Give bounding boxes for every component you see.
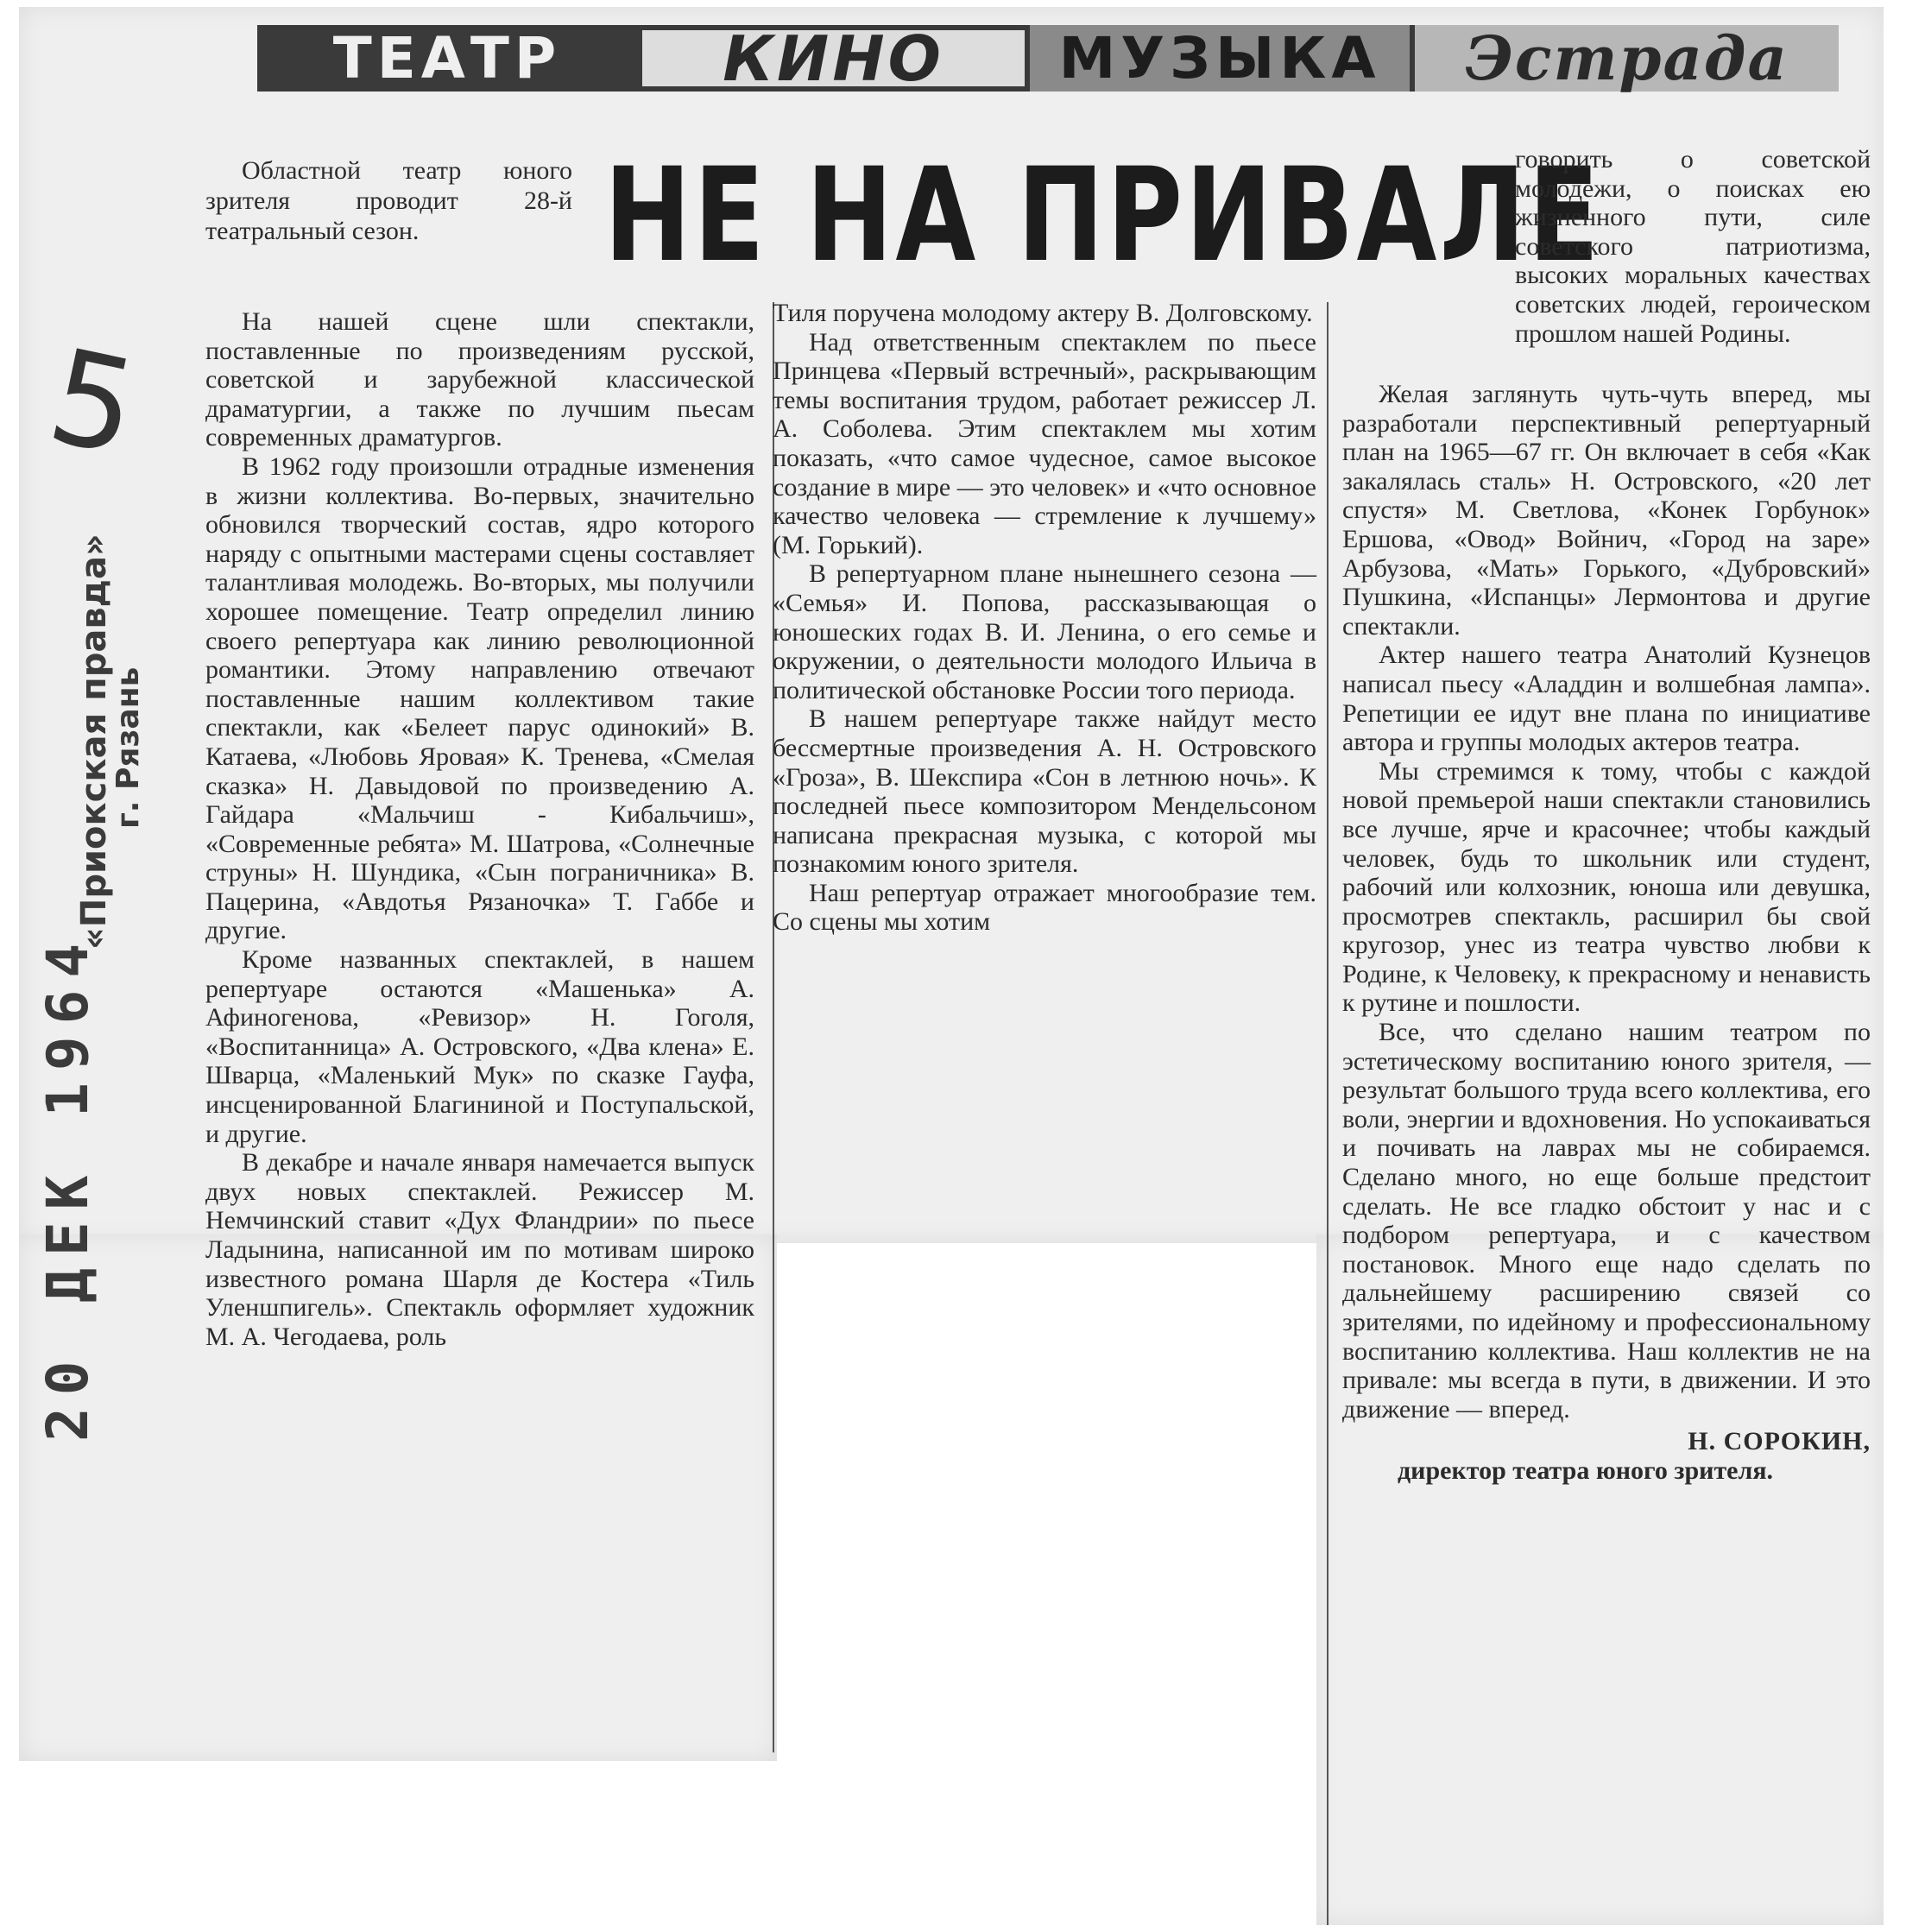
- col2-paragraph: В нашем репертуаре также найдут место бессмертные произведения А. Н. Островского «Гроза», В. Шекспира «Сон в летнюю ночь». К последней пьесе композитором Мендельсоном написана прекрасная музыка, с которой мы познакомим юного зрителя.: [773, 704, 1316, 879]
- source-stamp: «Приокская правда»: [74, 534, 114, 950]
- intro-text: Областной театр юного зрителя проводит 28-й театральный сезон.: [205, 156, 572, 245]
- column-rule-2: [1327, 302, 1329, 1925]
- column-3-top: [1342, 145, 1871, 348]
- section-cinema: КИНО: [637, 25, 1030, 92]
- headline: НЕ НА ПРИВАЛЕ: [604, 141, 1602, 291]
- column-2: [773, 299, 1316, 937]
- col3-paragraph: Все, что сделано нашим театром по эстетическому воспитанию юного зрителя, — результат большого труда всего коллектива, его воли, энергии и вдохновения. Но успокаиваться и почивать на лаврах мы не собираемся. Сделано много, но еще больше предстоит сделать. Не все гладко обстоит у нас и с подбором репертуара, и с качеством постановок. Много еще надо сделать по дальнейшему расширению связей со зрителями, по идейному и профессиональному воспитанию коллектива. Наш коллектив не на привале: мы всегда в пути, в движении. И это движение — вперед.: [1342, 1018, 1871, 1424]
- col2-paragraph: Тиля поручена молодому актеру В. Долговскому.: [773, 299, 1313, 327]
- section-estrada: Эстрада: [1410, 25, 1839, 92]
- intro-paragraph: [205, 155, 572, 246]
- section-theatre: ТЕАТР: [332, 25, 562, 92]
- author-title: директор театра юного зрителя.: [1398, 1455, 1774, 1485]
- column-1: [205, 307, 754, 1351]
- col3-paragraph: Желая заглянуть чуть-чуть вперед, мы разработали перспективный репертуарный план на 1965—67 гг. Он включает в себя «Как закалялась сталь» Н. Островского, «20 лет спустя» М. Светлова, «Конек Горбунок» Ершова, «Овод» Войнич, «Город на заре» Арбузова, «Мать» Горького, «Дубровский» Пушкина, «Испанцы» Лермонтова и другие спектакли.: [1342, 380, 1871, 641]
- col1-paragraph: На нашей сцене шли спектакли, поставленные по произведениям русской, советской и зарубежной классической драматургии, а также по лучшим пьесам современных драматургов.: [205, 307, 754, 452]
- col3-paragraph: Мы стремимся к тому, чтобы с каждой новой премьерой наши спектакли становились все лучше, ярче и красочнее; чтобы каждый человек, будь то школьник или студент, рабочий или колхозник, юноша или девушка, просмотрев спектакль, расширил бы свой кругозор, унес из театра чувство любви к Родине, к Человеку, к прекрасному и ненависть к рутине и пошлости.: [1342, 756, 1871, 1018]
- date-stamp: 20 ДЕК 1964: [35, 931, 101, 1442]
- col1-paragraph: В 1962 году произошли отрадные изменения в жизни коллектива. Во-первых, значительно обновился творческий состав, ядро которого наряду с опытными мастерами сцены составляет талантливая молодежь. Во-вторых, мы получили хорошее помещение. Театр определил линию своего репертуара как линию революционной романтики. Этому направлению отвечают поставленные нашим коллективом такие спектакли, как «Белеет парус одинокий» В. Катаева, «Любовь Яровая» К. Тренева, «Смелая сказка» Н. Давыдовой по произведению А. Гайдара «Мальчиш - Кибальчиш», «Современные ребята» М. Шатрова, «Солнечные струны» Н. Шундика, «Сын пограничника» В. Пацерина, «Авдотья Рязаночка» Т. Габбе и другие.: [205, 451, 754, 945]
- section-music: МУЗЫКА: [1030, 25, 1410, 92]
- author-name: Н. СОРОКИН,: [1688, 1427, 1871, 1456]
- col3-paragraph: Актер нашего театра Анатолий Кузнецов написал пьесу «Аладдин и волшебная лампа». Репетиции ее идут вне плана по инициативе автора и группы молодых актеров театра.: [1342, 641, 1871, 757]
- col2-paragraph: В репертуарном плане нынешнего сезона — «Семья» И. Попова, рассказывающая о юношеских годах В. И. Ленина, о его семье и окружении, о деятельности молодого Ильича в политической обстановке России того периода.: [773, 559, 1316, 704]
- col1-paragraph: Кроме названных спектаклей, в нашем репертуаре остаются «Машенька» А. Афиногенова, «Ревизор» Н. Гоголя, «Воспитанница» А. Островского, «Два клена» Е. Шварца, «Маленький Мук» по сказке Гауфа, инсценированной Благининой и Поступальской, и другие.: [205, 945, 754, 1148]
- col2-paragraph: Наш репертуар отражает многообразие тем. Со сцены мы хотим: [773, 878, 1316, 937]
- col3-top-text: говорить о советской молодежи, о поисках ею жизненного пути, силе советского патриотизма, высоких моральных качествах советских людей, героическом прошлом нашей Родины.: [1515, 145, 1871, 348]
- handwritten-number: 5: [36, 320, 149, 486]
- column-3: [1342, 380, 1871, 1486]
- city-stamp: г. Рязань: [110, 666, 146, 829]
- col1-paragraph: В декабре и начале января намечается выпуск двух новых спектаклей. Режиссер М. Немчинский ставит «Дух Фландрии» по пьесе Ладынина, написанной им по мотивам широко известного романа Шарля де Костера «Тиль Уленшпигель». Спектакль оформляет художник М. А. Чегодаева, роль: [205, 1148, 754, 1351]
- col2-paragraph: Над ответственным спектаклем по пьесе Принцева «Первый встречный», раскрывающим темы воспитания трудом, работает режиссер Л. А. Соболева. Этим спектаклем мы хотим показать, «что самое чудесное, самое высокое создание в мире — это человек» и «что основное качество человека — стремление к лучшему» (М. Горький).: [773, 327, 1316, 559]
- section-banner: [257, 22, 1839, 95]
